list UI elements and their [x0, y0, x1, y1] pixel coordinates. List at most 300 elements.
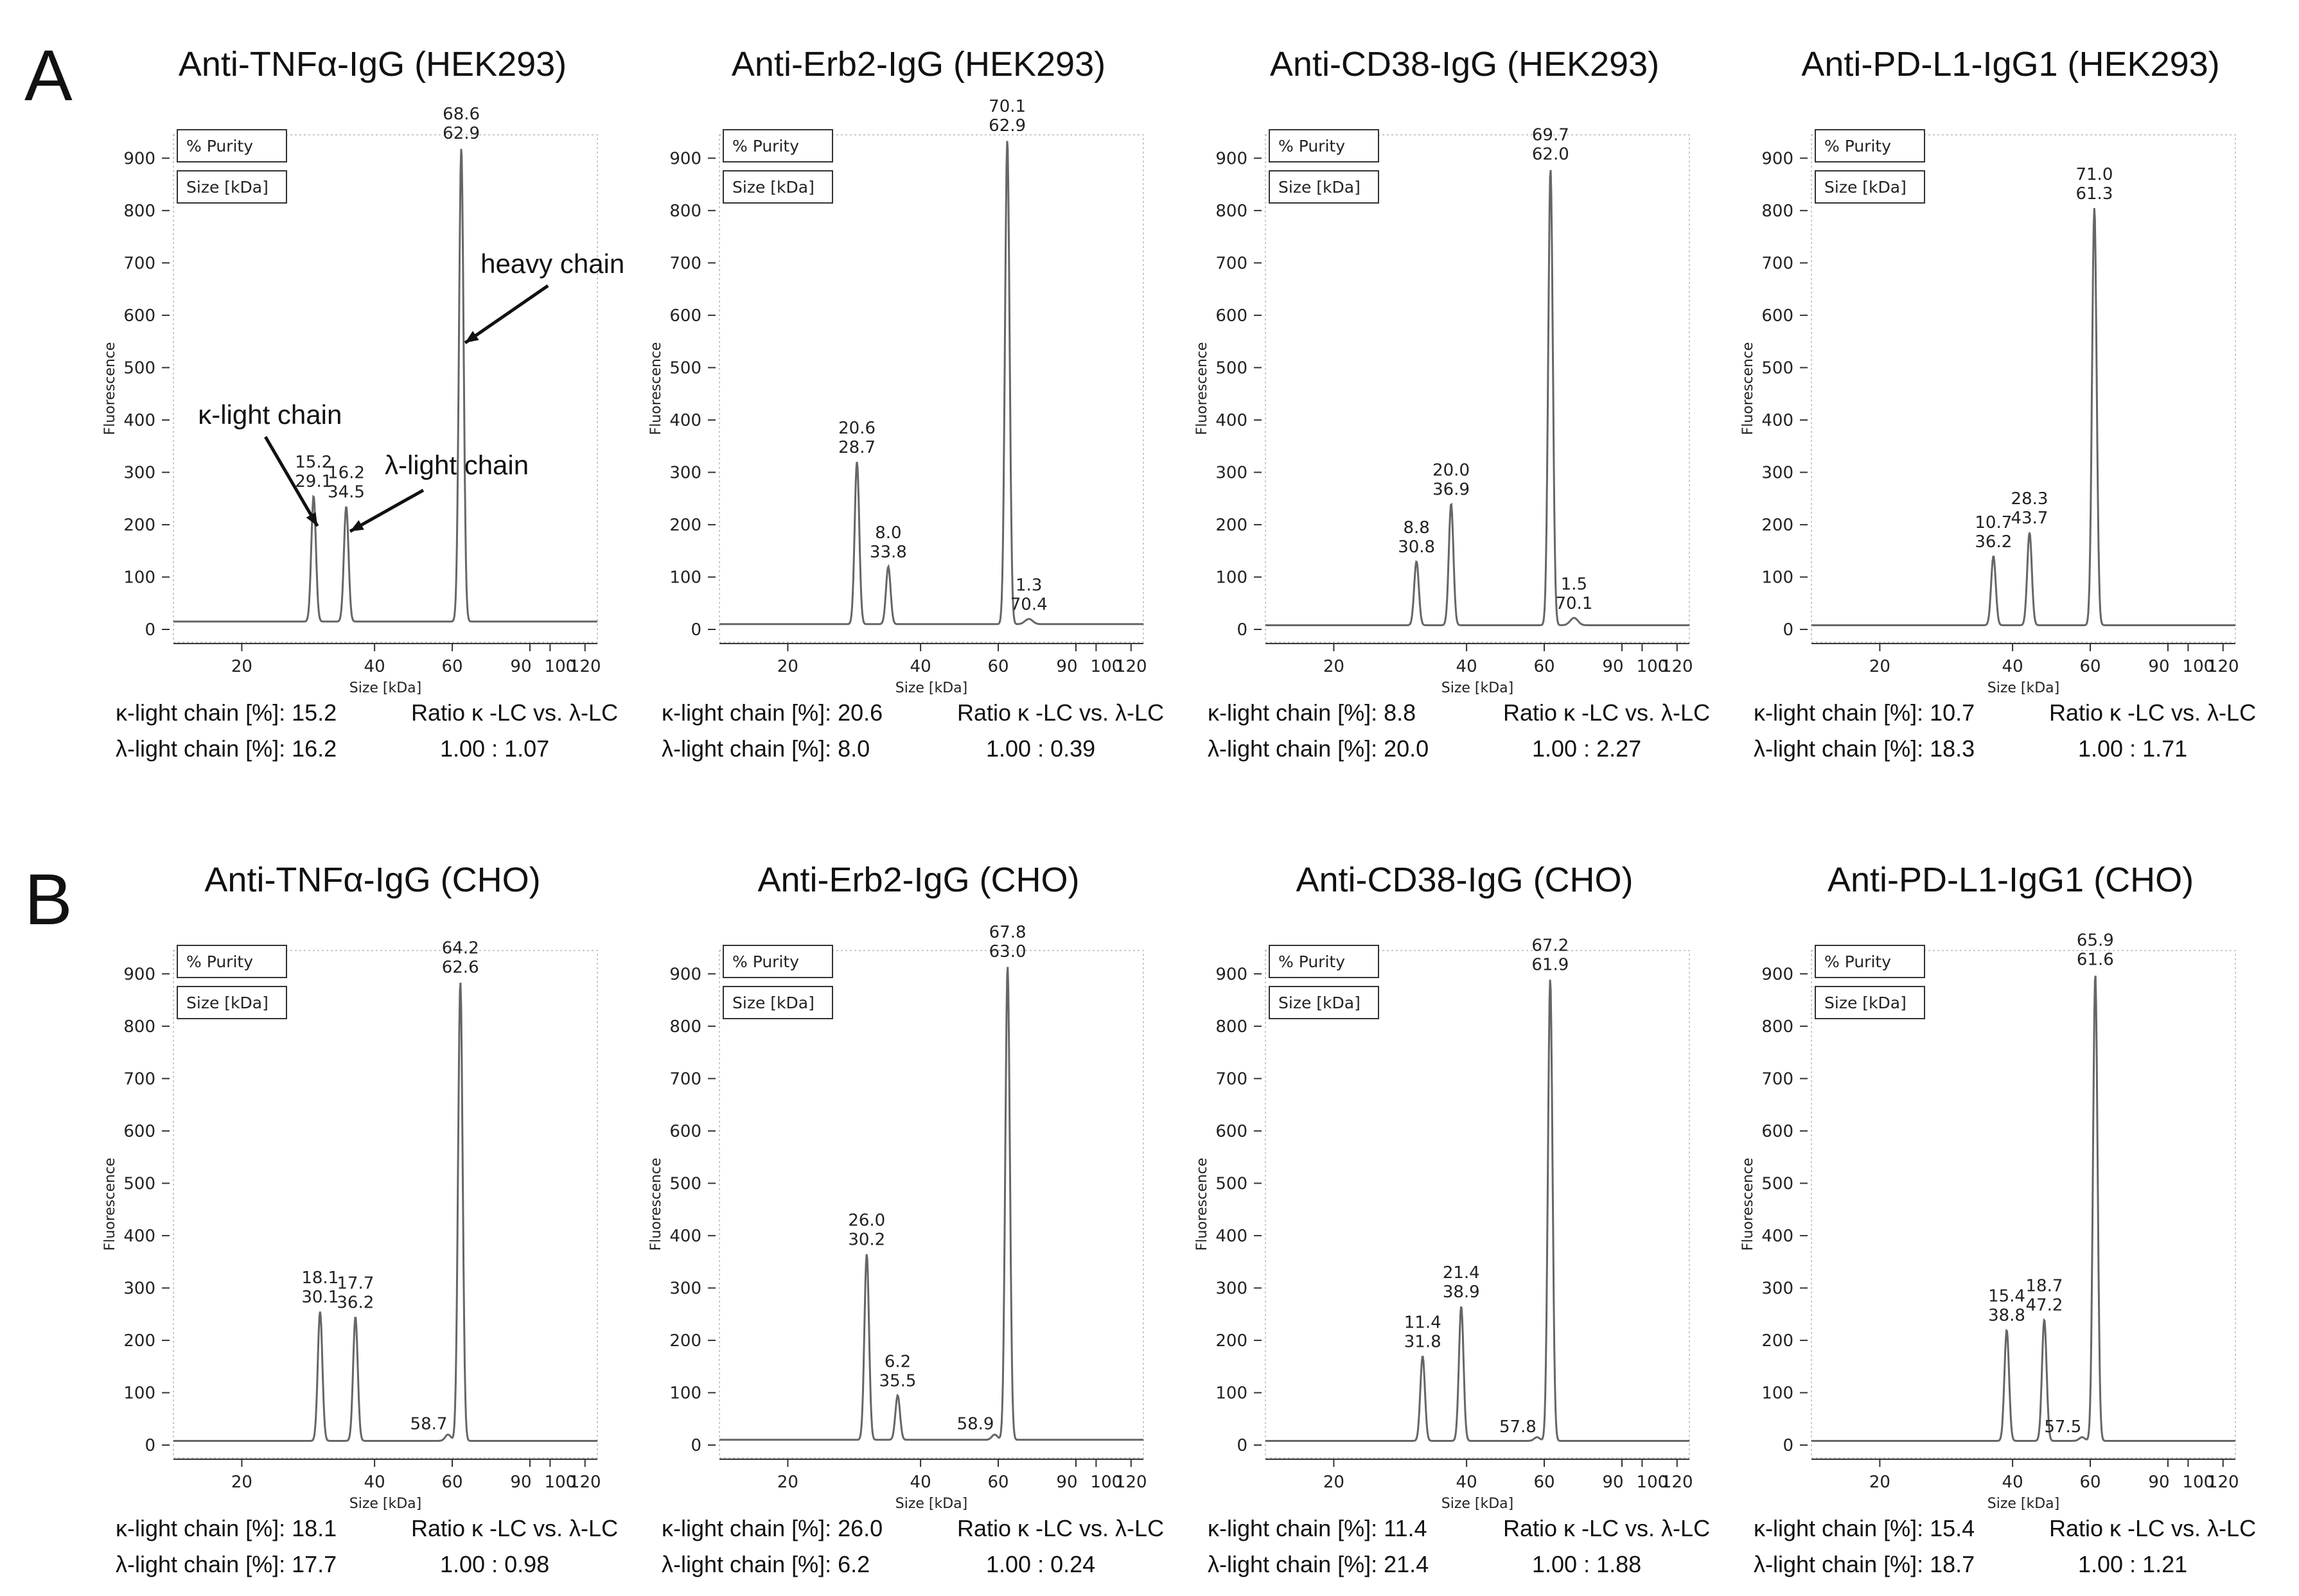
peak-57.8: [1499, 1417, 1537, 1437]
y-tick-label: 600: [669, 306, 701, 326]
peak-purity-label: 20.0: [1432, 460, 1470, 480]
y-tick-label: 800: [123, 201, 155, 221]
ratio-value: 1.00 : 0.39: [986, 735, 1096, 762]
y-tick-label: 100: [1215, 568, 1247, 588]
x-tick-label: 100: [544, 1473, 577, 1492]
y-tick-label: 0: [1783, 1436, 1793, 1455]
legend-item-label: Size [kDa]: [1824, 178, 1907, 197]
panel-label-b: B: [24, 859, 73, 940]
peak-purity-label: 18.7: [2025, 1276, 2063, 1296]
y-tick-label: 500: [1761, 1174, 1793, 1194]
peak-33.8: [870, 523, 907, 562]
plot-frame: [719, 951, 1143, 1458]
x-tick-label: 100: [1090, 657, 1123, 676]
peak-purity-label: 69.7: [1531, 125, 1569, 145]
electropherogram-trace: [173, 983, 597, 1441]
peak-purity-label: 8.0: [875, 523, 902, 543]
peak-47.2: [2026, 1276, 2063, 1315]
peak-size-label: 57.5: [2044, 1417, 2082, 1437]
x-axis-title: Size [kDa]: [895, 680, 968, 696]
chart-svg: [1734, 39, 2274, 777]
y-tick-label: 900: [123, 149, 155, 169]
x-tick-label: 100: [2182, 657, 2215, 676]
chart-anti-cd38-hek293: [1188, 39, 1728, 777]
y-tick-label: 300: [123, 1279, 155, 1299]
x-tick-label: 100: [2182, 1473, 2215, 1492]
y-tick-label: 100: [123, 1383, 155, 1403]
y-tick-label: 400: [1761, 1226, 1793, 1246]
chart-svg: [642, 854, 1182, 1593]
y-tick-label: 400: [123, 1226, 155, 1246]
x-axis-title: Size [kDa]: [1987, 680, 2060, 696]
peak-43.7: [2011, 489, 2048, 528]
peak-purity-label: 65.9: [2076, 931, 2114, 951]
peak-62.0: [1532, 126, 1569, 164]
electropherogram-trace: [1811, 976, 2235, 1441]
peak-size-label: 36.2: [337, 1293, 374, 1313]
chart-svg: [1188, 39, 1728, 777]
lambda-summary: λ-light chain [%]: 18.7: [1754, 1551, 1975, 1577]
x-tick-label: 40: [2002, 657, 2023, 676]
lambda-summary: λ-light chain [%]: 18.3: [1754, 735, 1975, 762]
y-tick-label: 200: [1215, 1331, 1247, 1351]
peak-36.2: [337, 1274, 374, 1312]
legend-item-label: Size [kDa]: [732, 994, 815, 1012]
kappa-summary: κ-light chain [%]: 15.2: [116, 699, 337, 726]
lambda-summary: λ-light chain [%]: 21.4: [1208, 1551, 1429, 1577]
x-tick-label: 90: [510, 1473, 532, 1492]
peak-70.4: [1010, 576, 1048, 615]
y-tick-label: 800: [669, 1017, 701, 1037]
peak-62.6: [442, 939, 479, 978]
chart-anti-pdl1-cho: [1734, 854, 2274, 1593]
x-tick-label: 120: [1660, 1473, 1693, 1492]
x-tick-label: 90: [2148, 1473, 2170, 1492]
ratio-value: 1.00 : 1.71: [2078, 735, 2188, 762]
legend-item-label: Size [kDa]: [732, 178, 815, 197]
kappa-summary: κ-light chain [%]: 11.4: [1208, 1515, 1427, 1541]
peak-29.1: [295, 453, 332, 491]
y-tick-label: 900: [1215, 965, 1247, 985]
x-tick-label: 120: [1114, 657, 1147, 676]
x-tick-label: 40: [910, 657, 931, 676]
electropherogram-trace: [173, 149, 597, 622]
y-tick-label: 0: [1237, 1436, 1247, 1455]
y-tick-label: 200: [1761, 515, 1793, 535]
y-tick-label: 600: [1761, 1121, 1793, 1141]
y-tick-label: 700: [1761, 1069, 1793, 1089]
y-tick-label: 600: [1761, 306, 1793, 326]
y-tick-label: 700: [669, 254, 701, 274]
peak-purity-label: 67.8: [989, 923, 1026, 943]
peak-size-label: 33.8: [869, 543, 907, 563]
x-tick-label: 60: [1533, 1473, 1555, 1492]
y-tick-label: 100: [1761, 568, 1793, 588]
y-tick-label: 0: [145, 1436, 155, 1455]
peak-size-label: 62.9: [989, 116, 1026, 136]
ratio-value: 1.00 : 1.21: [2078, 1551, 2188, 1577]
y-tick-label: 700: [669, 1069, 701, 1089]
y-tick-label: 300: [1215, 1279, 1247, 1299]
x-tick-label: 90: [1602, 1473, 1624, 1492]
x-tick-label: 20: [231, 1473, 252, 1492]
ratio-value: 1.00 : 0.24: [986, 1551, 1096, 1577]
x-tick-label: 40: [364, 1473, 385, 1492]
y-tick-label: 100: [669, 1383, 701, 1403]
x-tick-label: 90: [2148, 657, 2170, 676]
peak-purity-label: 17.7: [337, 1274, 374, 1293]
chart-title: Anti-PD-L1-IgG1 (CHO): [1827, 861, 2194, 899]
electropherogram-trace: [1265, 170, 1689, 626]
peak-purity-label: 11.4: [1404, 1313, 1441, 1333]
y-tick-label: 500: [669, 358, 701, 378]
x-tick-label: 60: [441, 1473, 463, 1492]
y-tick-label: 400: [1215, 1226, 1247, 1246]
annotation-label: κ-light chain: [198, 399, 342, 430]
peak-purity-label: 20.6: [838, 419, 876, 439]
peak-size-label: 61.3: [2075, 184, 2113, 204]
y-tick-label: 600: [1215, 1121, 1247, 1141]
y-axis-title: Fluorescence: [1740, 1157, 1756, 1251]
peak-38.9: [1443, 1263, 1480, 1302]
kappa-summary: κ-light chain [%]: 10.7: [1754, 699, 1975, 726]
x-tick-label: 40: [2002, 1473, 2023, 1492]
x-tick-label: 90: [1602, 657, 1624, 676]
y-tick-label: 0: [691, 1436, 701, 1455]
peak-purity-label: 1.5: [1560, 575, 1588, 595]
x-tick-label: 60: [2079, 1473, 2101, 1492]
peak-38.8: [1988, 1287, 2025, 1326]
ratio-label: Ratio κ -LC vs. λ-LC: [1503, 1515, 1711, 1541]
peak-36.2: [1975, 513, 2012, 552]
kappa-summary: κ-light chain [%]: 26.0: [662, 1515, 883, 1541]
x-tick-label: 120: [2207, 1473, 2239, 1492]
y-axis-title: Fluorescence: [102, 1157, 118, 1251]
peak-63.0: [989, 923, 1026, 961]
peak-30.2: [848, 1211, 885, 1249]
peak-size-label: 29.1: [295, 472, 333, 492]
y-tick-label: 800: [1761, 201, 1793, 221]
peak-61.9: [1531, 936, 1569, 974]
chart-svg: [1734, 854, 2274, 1593]
x-tick-label: 60: [987, 657, 1009, 676]
peak-size-label: 30.8: [1398, 538, 1436, 557]
peak-size-label: 62.0: [1531, 145, 1569, 164]
peak-size-label: 61.9: [1531, 955, 1569, 975]
x-tick-label: 60: [1533, 657, 1555, 676]
x-tick-label: 20: [1869, 657, 1890, 676]
peak-size-label: 30.2: [848, 1230, 886, 1250]
x-tick-label: 20: [1323, 1473, 1344, 1492]
peak-size-label: 47.2: [2025, 1295, 2063, 1315]
y-tick-label: 300: [669, 1279, 701, 1299]
peak-size-label: 30.1: [301, 1288, 339, 1308]
legend-item-label: % Purity: [1824, 952, 1892, 971]
electropherogram-trace: [719, 967, 1143, 1440]
y-tick-label: 800: [1761, 1017, 1793, 1037]
y-tick-label: 500: [123, 1174, 155, 1194]
x-tick-label: 100: [1090, 1473, 1123, 1492]
y-axis-title: Fluorescence: [648, 342, 664, 435]
peak-57.5: [2044, 1417, 2081, 1437]
y-tick-label: 900: [1761, 149, 1793, 169]
legend-item-label: % Purity: [186, 952, 254, 971]
plot-frame: [1265, 951, 1689, 1458]
peak-28.7: [838, 419, 876, 457]
legend-item-label: Size [kDa]: [186, 994, 269, 1012]
y-tick-label: 800: [669, 201, 701, 221]
legend-item-label: % Purity: [1278, 137, 1346, 155]
panel-label-a: A: [24, 35, 73, 116]
x-tick-label: 120: [568, 657, 601, 676]
lambda-summary: λ-light chain [%]: 16.2: [116, 735, 337, 762]
peak-30.8: [1398, 518, 1435, 557]
peak-size-label: 38.8: [1988, 1306, 2025, 1326]
peak-purity-label: 6.2: [884, 1352, 912, 1372]
peak-62.9: [443, 105, 480, 143]
annotation-label: heavy chain: [480, 248, 625, 279]
peak-61.3: [2075, 165, 2113, 204]
plot-frame: [1811, 135, 2235, 642]
x-tick-label: 100: [544, 657, 577, 676]
x-tick-label: 40: [910, 1473, 931, 1492]
peak-size-label: 35.5: [879, 1371, 917, 1391]
chart-anti-cd38-cho: [1188, 854, 1728, 1593]
legend-item-label: % Purity: [186, 137, 254, 155]
chart-title: Anti-TNFα-IgG (CHO): [204, 861, 541, 899]
peak-36.9: [1432, 460, 1470, 499]
kappa-summary: κ-light chain [%]: 8.8: [1208, 699, 1416, 726]
x-tick-label: 20: [1869, 1473, 1890, 1492]
chart-title: Anti-PD-L1-IgG1 (HEK293): [1801, 45, 2220, 83]
peak-30.1: [301, 1268, 339, 1307]
peak-purity-label: 8.8: [1403, 518, 1430, 538]
peak-58.9: [957, 1415, 994, 1434]
chart-svg: [96, 39, 636, 777]
x-tick-label: 20: [777, 1473, 798, 1492]
y-tick-label: 500: [1215, 1174, 1247, 1194]
kappa-summary: κ-light chain [%]: 18.1: [116, 1515, 337, 1541]
chart-title: Anti-CD38-IgG (CHO): [1296, 861, 1634, 899]
legend-item-label: Size [kDa]: [186, 178, 269, 197]
y-tick-label: 400: [123, 410, 155, 430]
plot-frame: [1811, 951, 2235, 1458]
lambda-summary: λ-light chain [%]: 17.7: [116, 1551, 337, 1577]
ratio-label: Ratio κ -LC vs. λ-LC: [957, 1515, 1165, 1541]
chart-title: Anti-CD38-IgG (HEK293): [1269, 45, 1660, 83]
annotation-arrowhead: [465, 331, 479, 343]
x-tick-label: 90: [510, 657, 532, 676]
plot-frame: [173, 135, 597, 642]
plot-frame: [1265, 135, 1689, 642]
y-tick-label: 700: [1215, 1069, 1247, 1089]
y-tick-label: 100: [1215, 1383, 1247, 1403]
ratio-label: Ratio κ -LC vs. λ-LC: [2049, 699, 2257, 726]
y-tick-label: 300: [1761, 1279, 1793, 1299]
ratio-label: Ratio κ -LC vs. λ-LC: [2049, 1515, 2257, 1541]
x-tick-label: 90: [1056, 657, 1078, 676]
y-tick-label: 600: [123, 1121, 155, 1141]
y-tick-label: 400: [669, 1226, 701, 1246]
peak-size-label: 63.0: [989, 942, 1026, 962]
peak-size-label: 38.9: [1442, 1282, 1480, 1302]
y-tick-label: 100: [669, 568, 701, 588]
chart-title: Anti-TNFα-IgG (HEK293): [178, 45, 567, 83]
peak-purity-label: 67.2: [1531, 936, 1569, 956]
peak-61.6: [2077, 931, 2114, 969]
peak-31.8: [1404, 1313, 1441, 1351]
y-tick-label: 200: [669, 1331, 701, 1351]
electropherogram-trace: [1811, 208, 2235, 626]
x-tick-label: 20: [777, 657, 798, 676]
ratio-value: 1.00 : 2.27: [1532, 735, 1642, 762]
peak-size-label: 34.5: [328, 482, 365, 502]
y-tick-label: 500: [1215, 358, 1247, 378]
chart-svg: [96, 854, 636, 1593]
y-tick-label: 200: [123, 1331, 155, 1351]
peak-size-label: 58.9: [956, 1414, 994, 1434]
legend-item-label: % Purity: [1278, 952, 1346, 971]
peak-purity-label: 10.7: [1975, 513, 2013, 532]
x-tick-label: 60: [2079, 657, 2101, 676]
x-tick-label: 100: [1636, 1473, 1669, 1492]
peak-size-label: 70.1: [1555, 594, 1593, 614]
peak-size-label: 61.6: [2076, 950, 2114, 970]
y-tick-label: 900: [669, 149, 701, 169]
legend-item-label: Size [kDa]: [1824, 994, 1907, 1012]
y-axis-title: Fluorescence: [648, 1157, 664, 1251]
y-tick-label: 300: [1761, 463, 1793, 483]
legend-item-label: Size [kDa]: [1278, 994, 1361, 1012]
annotation-arrow: [465, 286, 548, 343]
lambda-summary: λ-light chain [%]: 8.0: [662, 735, 870, 762]
y-tick-label: 800: [1215, 201, 1247, 221]
y-tick-label: 200: [123, 515, 155, 535]
lambda-summary: λ-light chain [%]: 20.0: [1208, 735, 1429, 762]
kappa-summary: κ-light chain [%]: 20.6: [662, 699, 883, 726]
chart-anti-erb2-hek293: [642, 39, 1182, 777]
y-tick-label: 500: [123, 358, 155, 378]
lambda-summary: λ-light chain [%]: 6.2: [662, 1551, 870, 1577]
legend-item-label: % Purity: [732, 137, 800, 155]
ratio-value: 1.00 : 1.88: [1532, 1551, 1642, 1577]
kappa-summary: κ-light chain [%]: 15.4: [1754, 1515, 1975, 1541]
peak-size-label: 28.7: [838, 438, 876, 458]
y-tick-label: 700: [123, 1069, 155, 1089]
peak-58.7: [410, 1415, 448, 1434]
annotation-label: λ-light chain: [384, 450, 529, 480]
y-tick-label: 0: [145, 620, 155, 640]
y-tick-label: 800: [123, 1017, 155, 1037]
y-tick-label: 300: [669, 463, 701, 483]
peak-34.5: [328, 463, 365, 502]
peak-62.9: [989, 97, 1026, 136]
electropherogram-trace: [719, 141, 1143, 624]
peak-size-label: 36.9: [1432, 480, 1470, 500]
y-tick-label: 600: [1215, 306, 1247, 326]
plot-frame: [719, 135, 1143, 642]
peak-size-label: 58.7: [410, 1414, 448, 1434]
peak-purity-label: 18.1: [301, 1268, 339, 1288]
legend-item-label: Size [kDa]: [1278, 178, 1361, 197]
y-tick-label: 200: [669, 515, 701, 535]
y-tick-label: 100: [1761, 1383, 1793, 1403]
y-tick-label: 0: [1237, 620, 1247, 640]
y-axis-title: Fluorescence: [102, 342, 118, 435]
ratio-label: Ratio κ -LC vs. λ-LC: [957, 699, 1165, 726]
peak-size-label: 62.9: [443, 124, 480, 143]
x-axis-title: Size [kDa]: [349, 680, 422, 696]
ratio-label: Ratio κ -LC vs. λ-LC: [1503, 699, 1711, 726]
peak-purity-label: 26.0: [848, 1211, 886, 1231]
ratio-value: 1.00 : 0.98: [440, 1551, 550, 1577]
y-tick-label: 700: [1761, 254, 1793, 274]
x-tick-label: 60: [987, 1473, 1009, 1492]
ratio-value: 1.00 : 1.07: [440, 735, 550, 762]
y-tick-label: 400: [1215, 410, 1247, 430]
y-tick-label: 0: [1783, 620, 1793, 640]
x-axis-title: Size [kDa]: [1441, 1496, 1514, 1512]
y-tick-label: 700: [1215, 254, 1247, 274]
peak-size-label: 31.8: [1404, 1332, 1441, 1352]
y-tick-label: 500: [669, 1174, 701, 1194]
y-axis-title: Fluorescence: [1740, 342, 1756, 435]
peak-35.5: [879, 1353, 917, 1391]
x-tick-label: 120: [1114, 1473, 1147, 1492]
peak-purity-label: 28.3: [2011, 489, 2048, 509]
x-tick-label: 40: [1456, 657, 1477, 676]
peak-purity-label: 21.4: [1442, 1263, 1480, 1283]
x-tick-label: 40: [1456, 1473, 1477, 1492]
ratio-label: Ratio κ -LC vs. λ-LC: [411, 699, 619, 726]
chart-anti-tnfa-hek293: [96, 39, 636, 777]
x-tick-label: 60: [441, 657, 463, 676]
y-tick-label: 400: [1761, 410, 1793, 430]
x-axis-title: Size [kDa]: [1987, 1496, 2060, 1512]
electropherogram-trace: [1265, 979, 1689, 1441]
x-axis-title: Size [kDa]: [349, 1496, 422, 1512]
chart-svg: [1188, 854, 1728, 1593]
y-tick-label: 100: [123, 568, 155, 588]
chart-svg: [642, 39, 1182, 777]
y-axis-title: Fluorescence: [1194, 342, 1210, 435]
peak-size-label: 62.6: [441, 958, 479, 978]
x-tick-label: 120: [1660, 657, 1693, 676]
y-tick-label: 600: [123, 306, 155, 326]
peak-size-label: 36.2: [1975, 532, 2013, 552]
peak-purity-label: 71.0: [2075, 164, 2113, 184]
chart-anti-pdl1-hek293: [1734, 39, 2274, 777]
peak-purity-label: 1.3: [1016, 575, 1043, 595]
x-tick-label: 20: [1323, 657, 1344, 676]
y-tick-label: 700: [123, 254, 155, 274]
chart-anti-erb2-cho: [642, 854, 1182, 1593]
y-axis-title: Fluorescence: [1194, 1157, 1210, 1251]
y-tick-label: 900: [1761, 965, 1793, 985]
x-tick-label: 120: [568, 1473, 601, 1492]
y-tick-label: 900: [669, 965, 701, 985]
chart-title: Anti-Erb2-IgG (HEK293): [731, 45, 1106, 83]
peak-70.1: [1555, 575, 1592, 613]
peak-purity-label: 64.2: [441, 938, 479, 958]
peak-purity-label: 70.1: [989, 96, 1026, 116]
ratio-label: Ratio κ -LC vs. λ-LC: [411, 1515, 619, 1541]
y-tick-label: 300: [123, 463, 155, 483]
y-tick-label: 200: [1215, 515, 1247, 535]
chart-anti-tnfa-cho: [96, 854, 636, 1593]
peak-purity-label: 68.6: [443, 105, 480, 124]
x-tick-label: 20: [231, 657, 252, 676]
